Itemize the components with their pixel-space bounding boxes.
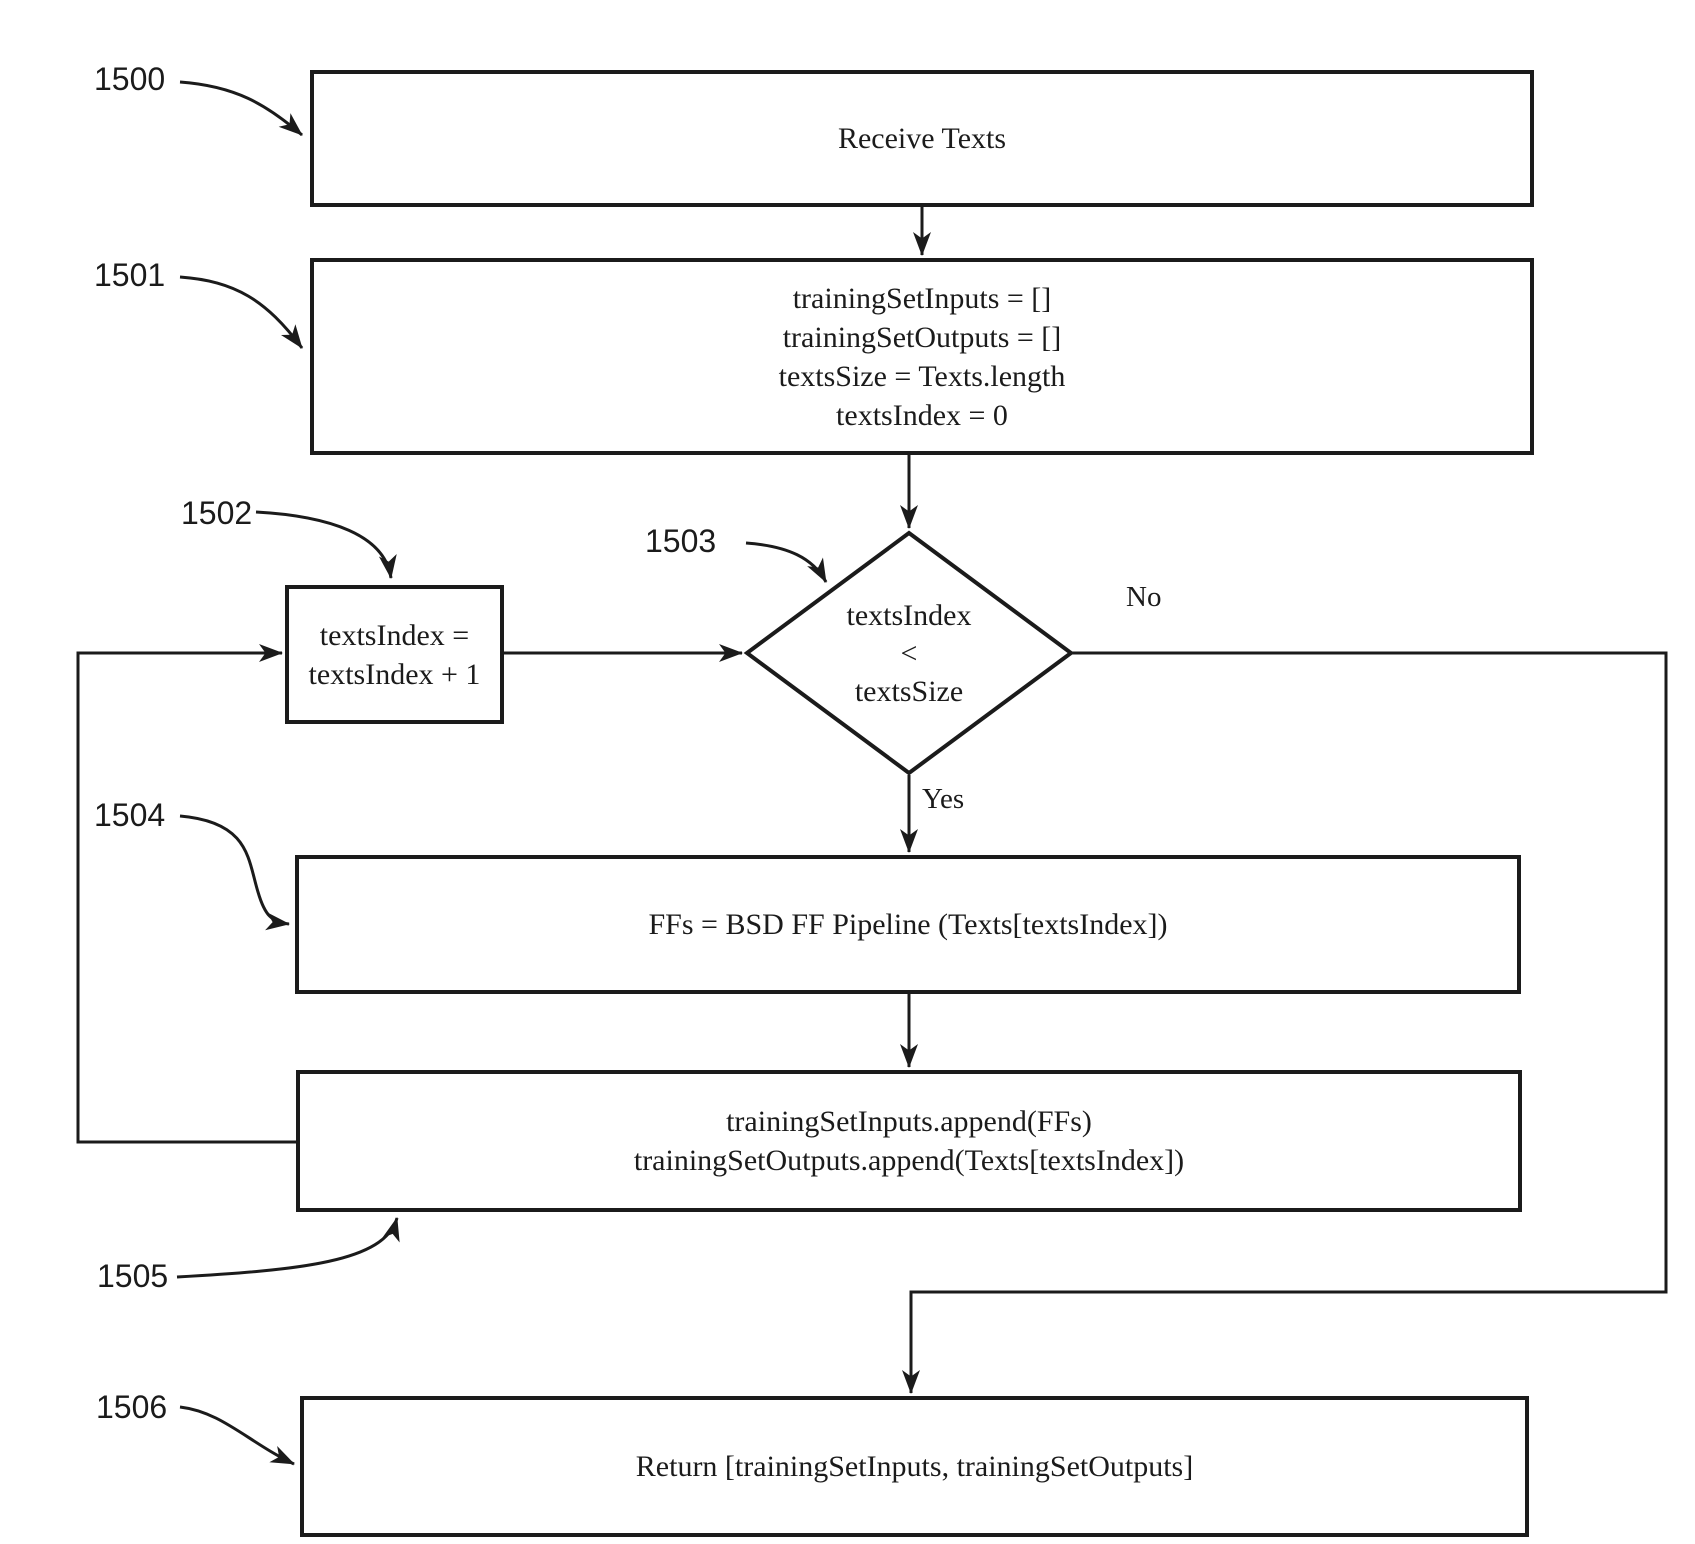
box-receive-texts [312, 72, 1532, 205]
condition-line-3: textsSize [854, 675, 964, 708]
ref-pointer-1501-arrow [180, 277, 302, 348]
ref-label-1501: 1501 [94, 257, 166, 293]
edge-loopback-to-increment-arrow [78, 653, 298, 1142]
ref-pointer-1506-arrow [180, 1407, 294, 1464]
box-append-training-sets [298, 1072, 1520, 1210]
ref-label-1504: 1504 [94, 797, 166, 833]
box-initialize-variables [312, 260, 1532, 453]
branch-label-yes: Yes [922, 783, 965, 815]
ref-pointer-1504-arrow [180, 816, 289, 924]
ref-pointer-1505-arrow [177, 1218, 397, 1277]
init-line-3: textsSize = Texts.length [778, 359, 1066, 393]
init-line-2: trainingSetOutputs = [] [782, 320, 1062, 354]
box-increment-index [287, 587, 502, 722]
ref-label-1503: 1503 [645, 523, 717, 559]
condition-line-2: < [900, 637, 918, 670]
diamond-loop-condition [747, 533, 1071, 773]
condition-line-1: textsIndex [846, 599, 972, 632]
ref-label-1502: 1502 [181, 495, 253, 531]
ref-pointer-1500-arrow [180, 82, 302, 135]
ref-label-1505: 1505 [97, 1258, 169, 1294]
init-line-1: trainingSetInputs = [] [792, 281, 1052, 315]
ref-pointer-1502-arrow [256, 512, 391, 578]
increment-line-2: textsIndex + 1 [308, 657, 481, 691]
return-line: Return [trainingSetInputs, trainingSetOutputs] [635, 1450, 1194, 1483]
box-return-result [302, 1398, 1527, 1535]
init-line-4: textsIndex = 0 [836, 398, 1008, 432]
edge-condition-no-to-return-arrow [911, 653, 1666, 1393]
append-line-2: trainingSetOutputs.append(Texts[textsIndex]) [633, 1144, 1185, 1177]
box-ff-pipeline [297, 857, 1519, 992]
ref-label-1500: 1500 [94, 61, 166, 97]
ref-label-1506: 1506 [96, 1389, 168, 1425]
append-line-1: trainingSetInputs.append(FFs) [726, 1105, 1092, 1138]
ref-pointer-1503-arrow [746, 543, 826, 582]
branch-label-no: No [1126, 581, 1162, 613]
pipeline-line: FFs = BSD FF Pipeline (Texts[textsIndex]) [648, 908, 1168, 941]
increment-line-1: textsIndex = [319, 618, 470, 652]
node-receive-texts-line: Receive Texts [837, 122, 1007, 155]
